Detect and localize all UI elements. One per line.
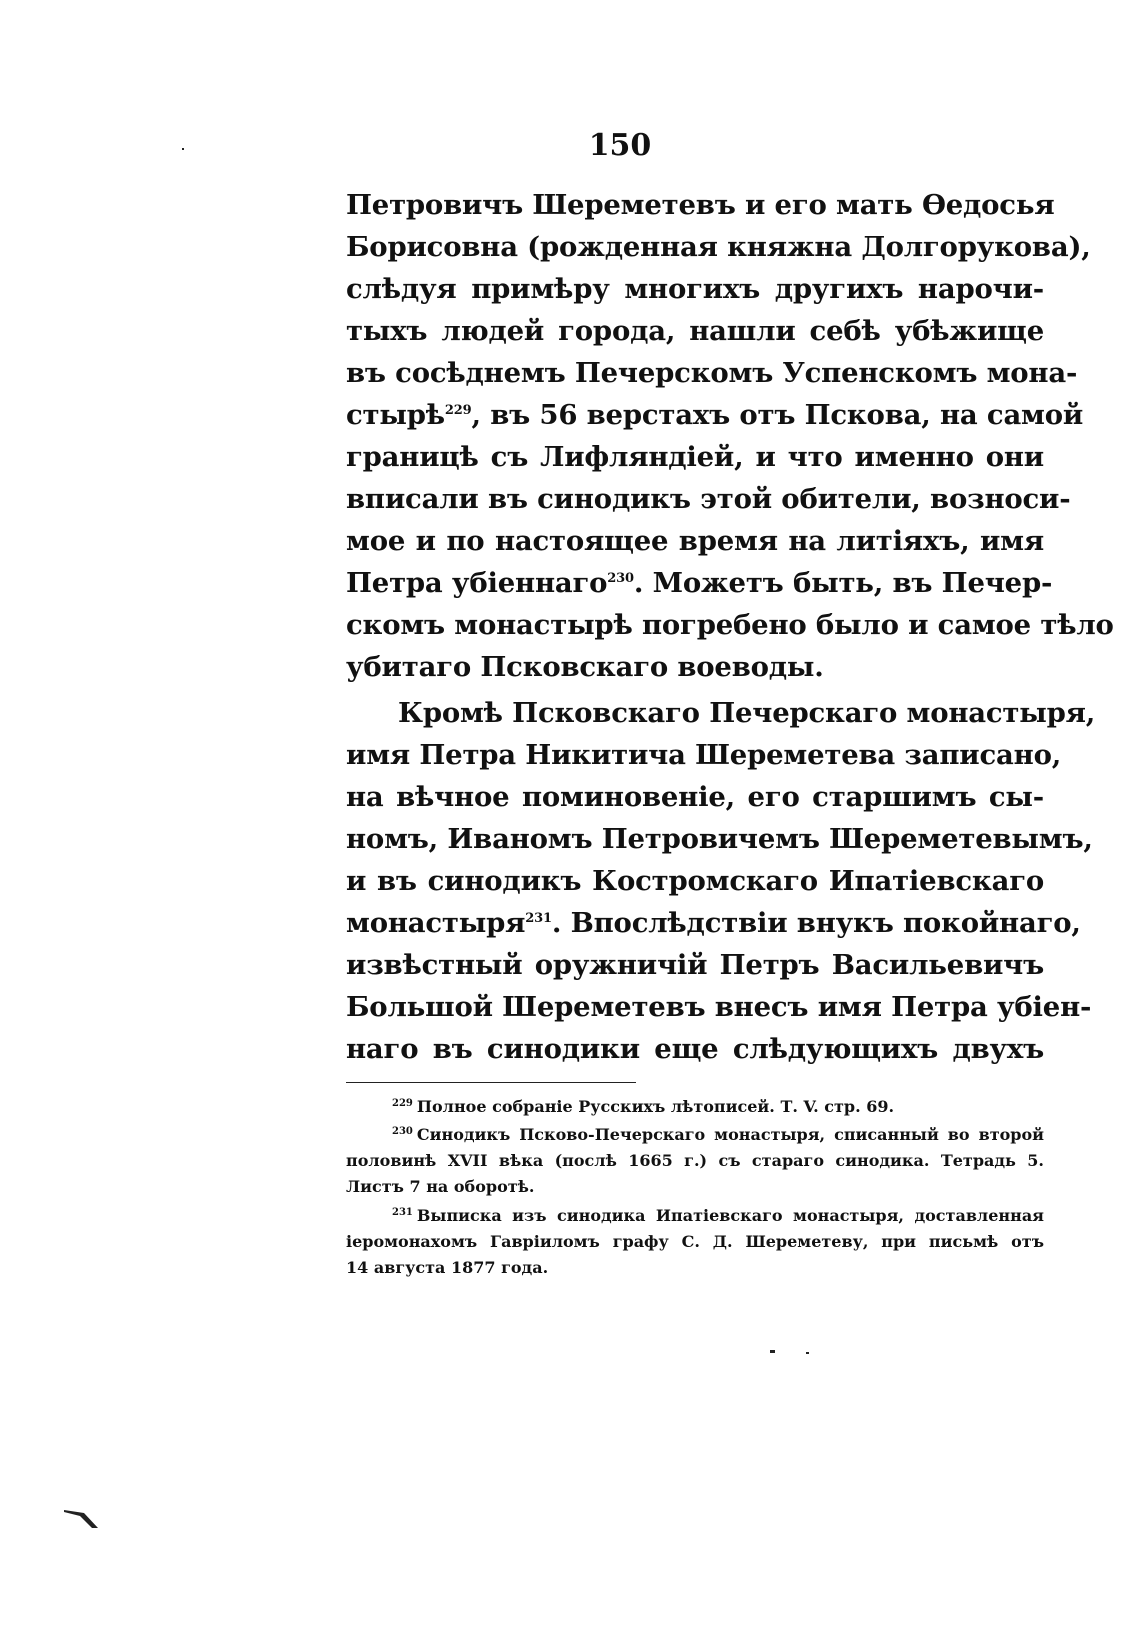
footnote-text: 14 августа 1877 года.	[346, 1258, 549, 1277]
body-line: слѣдуя примѣру многихъ другихъ нарочи-	[346, 273, 1044, 305]
footnote-number: 231	[392, 1207, 413, 1218]
body-line: мое и по настоящее время на литіяхъ, имя	[346, 525, 1044, 557]
scan-speck	[770, 1350, 775, 1353]
footnote-text: Полное собраніе Русскихъ лѣтописей. Т. V. стр. 69.	[416, 1097, 895, 1116]
body-line	[346, 902, 1081, 944]
scan-speck	[182, 148, 184, 150]
footnote-text: половинѣ XVII вѣка (послѣ 1665 г.) съ стараго синодика. Тетрадь 5.	[346, 1151, 1044, 1170]
body-line: убитаго Псковскаго воеводы.	[346, 651, 824, 683]
footnote-text: Синодикъ Псково-Печерскаго монастыря, списанный во второй	[416, 1125, 1044, 1144]
footnote-ref-231[interactable]: 231	[525, 911, 552, 926]
footnote-text: Листъ 7 на оборотѣ.	[346, 1177, 535, 1196]
footnote-231	[392, 1203, 1044, 1229]
body-line: границѣ съ Лифляндіей, и что именно они	[346, 441, 1044, 473]
body-line: въ сосѣднемъ Печерскомъ Успенскомъ мона-	[346, 357, 1078, 389]
footnote-229	[392, 1094, 1044, 1120]
body-line: номъ, Иваномъ Петровичемъ Шереметевымъ,	[346, 823, 1093, 855]
scan-speck	[806, 1352, 809, 1354]
footnote-number: 229	[392, 1098, 413, 1109]
body-line: Петровичъ Шереметевъ и его мать Ѳедосья	[346, 189, 1055, 221]
body-line-text: монастыря	[346, 907, 526, 939]
footnote-number: 230	[392, 1126, 413, 1137]
body-line: на вѣчное поминовеніе, его старшимъ сы-	[346, 781, 1044, 813]
body-line: вписали въ синодикъ этой обители, возноси-	[346, 483, 1071, 515]
body-line-text: , въ 56 верстахъ отъ Пскова, на самой	[471, 399, 1084, 431]
footnote-ref-230[interactable]: 230	[607, 571, 634, 586]
footnote-text: іеромонахомъ Гавріиломъ графу С. Д. Шереметеву, при письмѣ отъ	[346, 1232, 1044, 1251]
body-line: и въ синодикъ Костромскаго Ипатіевскаго	[346, 865, 1044, 897]
body-line: наго въ синодики еще слѣдующихъ двухъ	[346, 1033, 1044, 1065]
footnote-ref-229[interactable]: 229	[444, 403, 472, 418]
scan-mark	[62, 1506, 102, 1532]
body-line: имя Петра Никитича Шереметева записано,	[346, 739, 1062, 771]
footnote-230	[392, 1122, 1044, 1148]
body-line: извѣстный оружничій Петръ Васильевичъ	[346, 949, 1044, 981]
body-line-text: Петра убіеннаго	[346, 567, 608, 599]
body-line: Большой Шереметевъ внесъ имя Петра убіен-	[346, 991, 1092, 1023]
body-line: тыхъ людей города, нашли себѣ убѣжище	[346, 315, 1044, 347]
body-line: Борисовна (рожденная княжна Долгорукова),	[346, 231, 1091, 263]
body-line-text: стырѣ	[346, 399, 445, 431]
body-line-text: . Впослѣдствіи внукъ покойнаго,	[551, 907, 1081, 939]
body-line	[346, 394, 1084, 436]
footnote-divider	[346, 1082, 636, 1083]
body-line	[346, 562, 1053, 604]
body-line: скомъ монастырѣ погребено было и самое тѣло	[346, 609, 1114, 641]
body-line: Кромѣ Псковскаго Печерскаго монастыря,	[398, 697, 1096, 729]
page-number: 150	[588, 128, 652, 163]
footnote-text: Выписка изъ синодика Ипатіевскаго монастыря, доставленная	[416, 1206, 1044, 1225]
body-line-text: . Можетъ быть, въ Печер-	[633, 567, 1053, 599]
